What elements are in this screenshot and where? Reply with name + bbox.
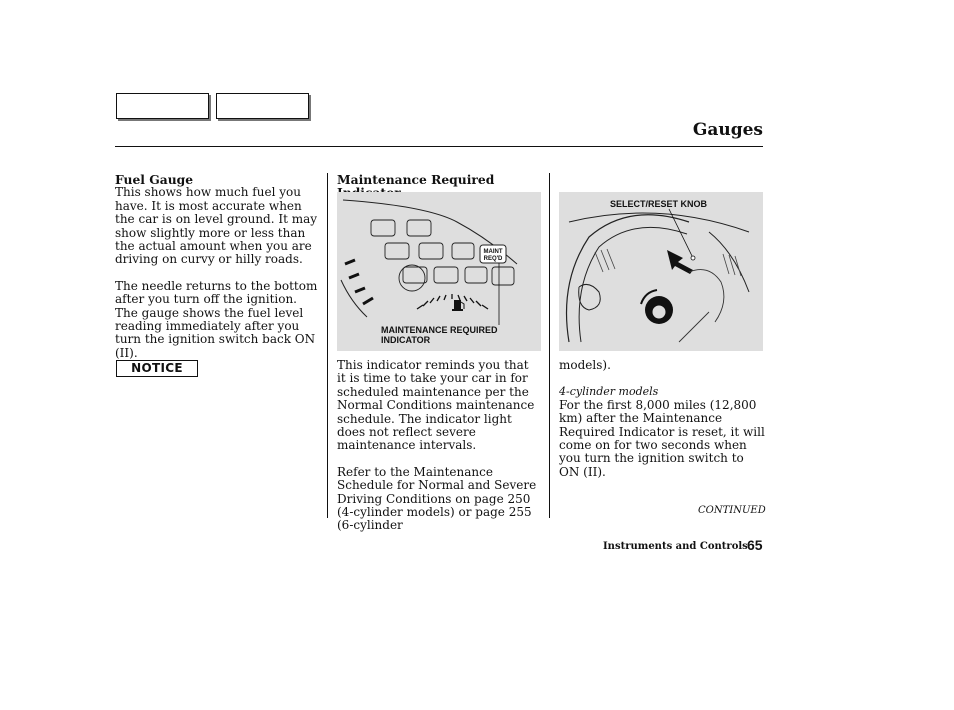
column-4cyl-text (559, 359, 765, 479)
page-number: 65 (747, 537, 763, 553)
select-reset-knob-illustration (559, 192, 763, 351)
maintenance-body-text (337, 359, 541, 533)
column-divider-1 (327, 173, 328, 518)
maintenance-heading: Maintenance Required (337, 172, 495, 187)
maint-lamp-line-1: MAINT (483, 249, 503, 255)
steering-wheel-drawing (559, 192, 763, 351)
fuel-gauge-paragraph-2: The needle returns to the bottom after you turn off the ignition. The gauge shows the fuel level reading immediately after you turn the ignition switch back ON (II). (115, 278, 318, 360)
fuel-pump-icon (452, 300, 464, 311)
header-tab-box-1 (116, 93, 209, 119)
fuel-gauge-heading: Fuel Gauge (115, 172, 194, 187)
four-cylinder-paragraph: For the first 8,000 miles (12,800 km) after the Maintenance Required Indicator is reset, it will come on for two seconds when you turn the ignition switch to ON (II). (559, 397, 765, 479)
page-title: Gauges (692, 120, 763, 140)
four-cylinder-subheading: 4-cylinder models (559, 385, 659, 399)
select-reset-knob-callout: SELECT/RESET KNOB (610, 199, 708, 209)
header-rule (115, 146, 763, 147)
continued-marker: CONTINUED (698, 505, 766, 516)
fuel-gauge-paragraph-1: This shows how much fuel you have. It is most accurate when the car is on level ground. It may show slightly more or less than the actual amount when you are driving on curvy or hilly roads. (115, 185, 318, 267)
column-divider-2 (549, 173, 550, 518)
header-tab-box-2 (216, 93, 309, 119)
maintenance-indicator-illustration (337, 192, 541, 351)
maintenance-paragraph-2: Refer to the Maintenance Schedule for Normal and Severe Driving Conditions on page 250 (4-cylinder models) or page 255 (6-cylinder (337, 464, 537, 533)
maintenance-indicator-callout: MAINTENANCE REQUIRED INDICATOR (381, 325, 498, 345)
maint-lamp-line-2: REQ'D (483, 256, 503, 262)
column-fuel-gauge (115, 173, 323, 360)
models-continuation: models). (559, 358, 611, 372)
notice-badge: NOTICE (116, 360, 198, 377)
footer-section-name: Instruments and Controls (603, 541, 748, 552)
maintenance-paragraph-1: This indicator reminds you that it is time to take your car in for scheduled maintenance per the Normal Conditions maintenance schedule. The indicator light does not reflect severe maintenance intervals. (337, 358, 535, 453)
